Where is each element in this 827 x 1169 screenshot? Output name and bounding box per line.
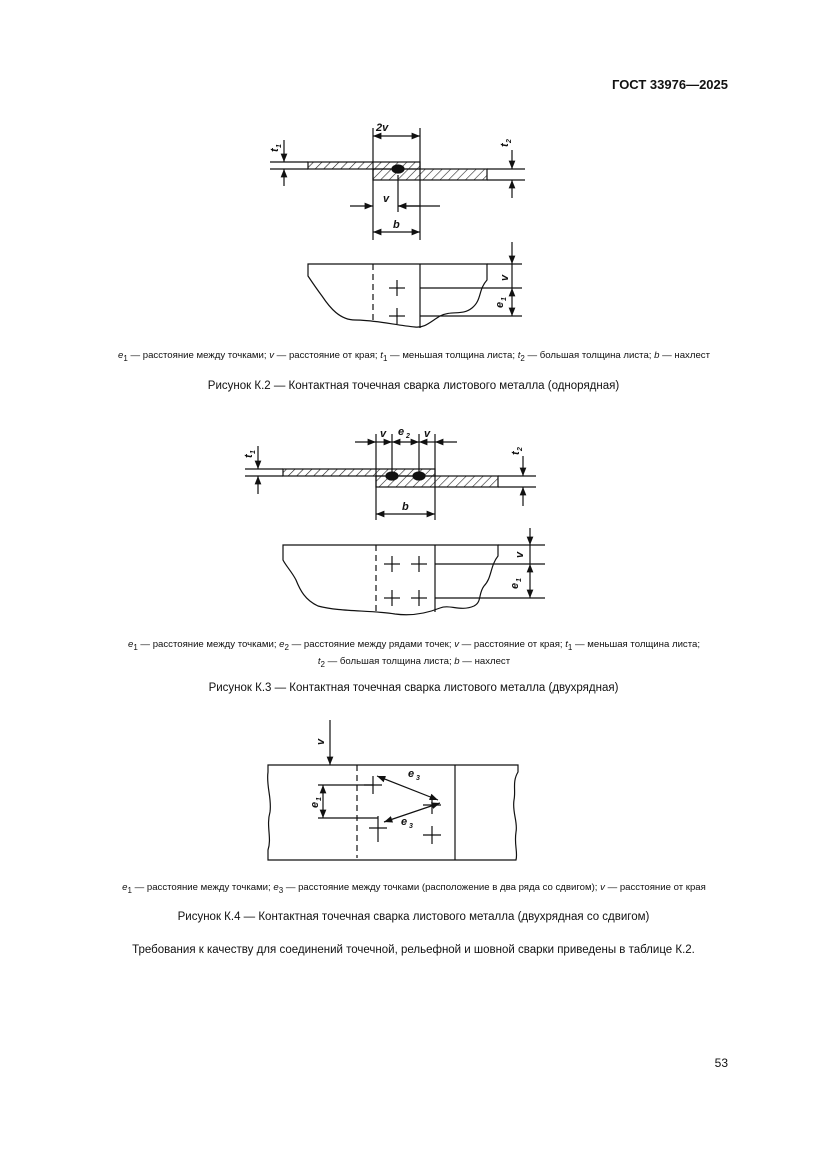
label-v-vertical [514, 551, 526, 558]
legend-item: $e_3$ — расстояние между точками (расположение в два ряда со сдвигом); [273, 882, 601, 895]
svg-text:1: 1 [316, 797, 323, 801]
svg-text:t: t [269, 148, 281, 152]
label-t2 [510, 447, 524, 455]
svg-text:e: e [509, 582, 521, 589]
figure-k3-section [245, 434, 536, 520]
svg-text:e: e [401, 816, 408, 828]
svg-text:v: v [499, 274, 511, 281]
legend-item: $e_2$ — расстояние между рядами точек; [279, 639, 455, 652]
weld-spot-2 [413, 472, 425, 480]
label-t2 [499, 139, 513, 147]
svg-text:e: e [309, 801, 321, 808]
weld-spot-1 [386, 472, 398, 480]
figure-k3-plan [283, 528, 545, 615]
label-v-left: v [380, 428, 387, 440]
figure-k2-caption: Рисунок К.2 — Контактная точечная сварка листового металла (однорядная) [207, 380, 620, 392]
legend-item: $t_1$ — меньшая толщина листа; [380, 350, 518, 363]
label-v: v [383, 193, 390, 205]
svg-text:1: 1 [250, 450, 257, 454]
legend-item: $e_1$ — расстояние между точками; [127, 639, 280, 652]
body-paragraph: Требования к качеству для соединений точечной, рельефной и шовной сварки приведены в таблице К.2. [132, 944, 695, 956]
legend-line-2 [58, 655, 770, 672]
svg-text:e: e [398, 426, 405, 438]
figure-k4-legend [58, 881, 770, 898]
legend-line-1 [58, 638, 770, 655]
figure-k2-plan [308, 242, 522, 328]
legend-item: b — нахлест [654, 350, 710, 361]
svg-text:3: 3 [416, 775, 420, 782]
svg-text:t: t [243, 454, 255, 458]
label-e1 [509, 578, 523, 589]
figure-k4-plan [268, 720, 518, 860]
label-e2 [398, 426, 410, 440]
figure-k2-legend [58, 349, 770, 366]
svg-text:e: e [408, 768, 415, 780]
legend-item: $e_1$ — расстояние между точками; [122, 882, 274, 895]
svg-text:t: t [499, 143, 511, 147]
svg-text:1: 1 [516, 578, 523, 582]
legend-item: $t_1$ — меньшая толщина листа; [565, 639, 701, 652]
legend-item: $t_2$ — большая толщина листа; [517, 350, 655, 363]
svg-text:2: 2 [517, 447, 524, 451]
label-v [315, 738, 327, 745]
svg-text:v: v [514, 551, 526, 558]
thick-sheet [373, 169, 487, 180]
sheet-outline [283, 545, 498, 615]
figure-k3-legend [58, 638, 770, 672]
svg-text:t: t [510, 451, 522, 455]
figure-k4-caption: Рисунок К.4 — Контактная точечная сварка листового металла (двухрядная со сдвигом) [177, 911, 650, 923]
label-b: b [402, 501, 409, 513]
svg-text:2: 2 [406, 433, 410, 440]
label-e1 [494, 297, 508, 308]
page-number: 53 [714, 1056, 728, 1070]
svg-text:3: 3 [409, 823, 413, 830]
legend-item: b — нахлест [454, 655, 511, 667]
label-v-right: v [424, 428, 431, 440]
legend-item: $e_1$ — расстояние между точками; [118, 350, 270, 363]
svg-text:e: e [494, 301, 506, 308]
figure-k3-caption: Рисунок К.3 — Контактная точечная сварка листового металла (двухрядная) [208, 682, 619, 694]
svg-text:v: v [315, 738, 327, 745]
standard-header: ГОСТ 33976—2025 [612, 77, 728, 92]
label-t1 [243, 450, 257, 458]
sheet-outline [268, 765, 518, 860]
label-b: b [393, 219, 400, 231]
thin-sheet [283, 469, 435, 476]
legend-item: v — расстояние от края; [454, 639, 566, 650]
svg-text:1: 1 [276, 144, 283, 148]
weld-spot [392, 165, 404, 173]
label-t1 [269, 144, 283, 152]
svg-text:1: 1 [501, 297, 508, 301]
legend-item: v — расстояние от края [600, 882, 706, 893]
label-v-vertical [499, 274, 511, 281]
svg-text:2: 2 [506, 139, 513, 143]
legend-item: v — расстояние от края; [269, 350, 381, 361]
label-2v: 2v [376, 122, 389, 134]
legend-item: $t_2$ — большая толщина листа; [317, 655, 455, 669]
